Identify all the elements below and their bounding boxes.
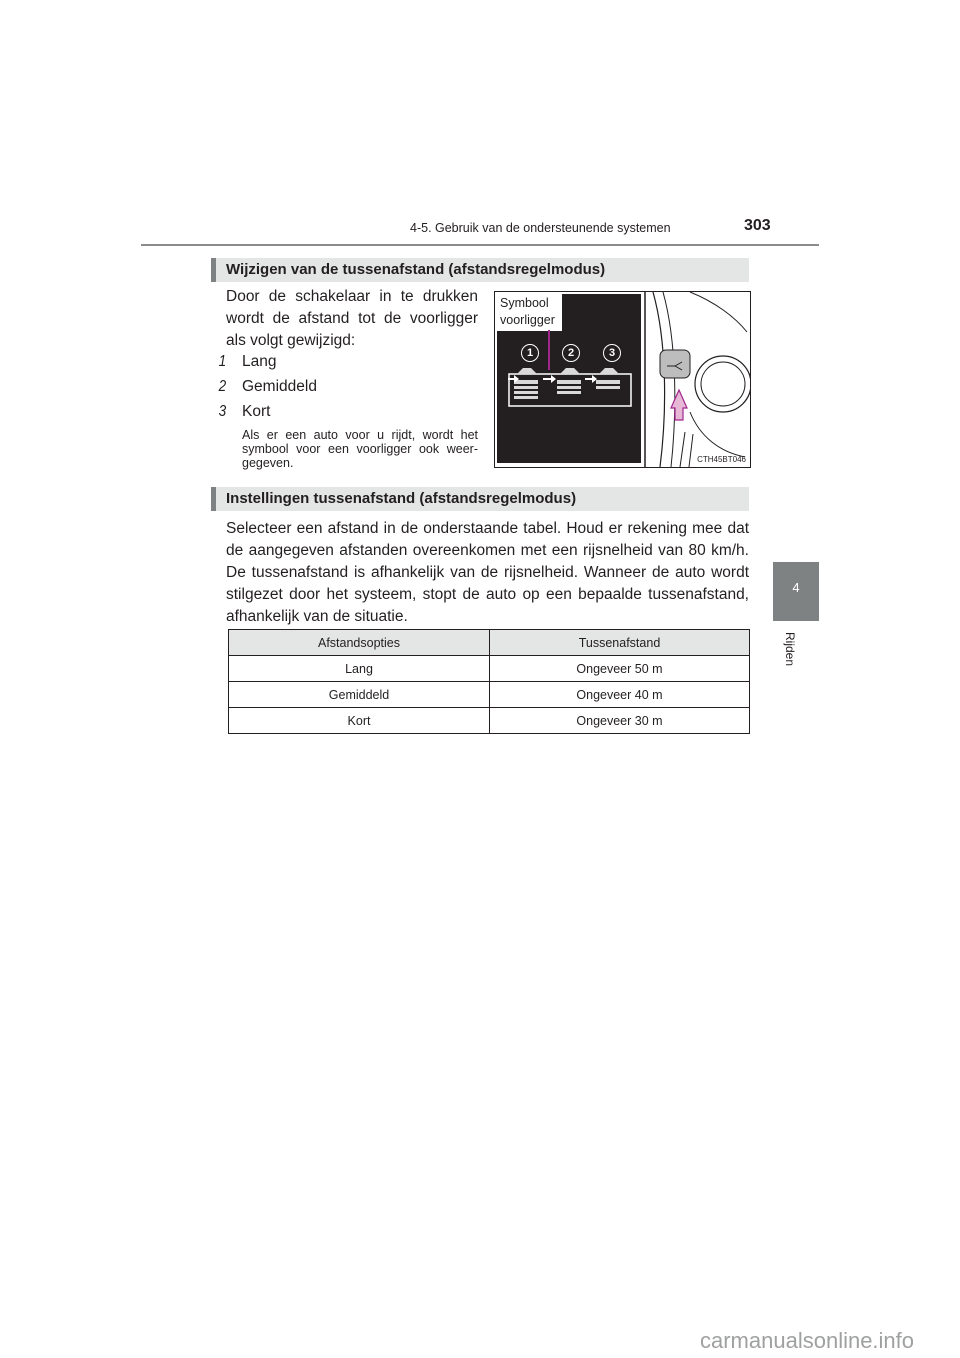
figure-number-1: 1	[521, 344, 539, 362]
figure-code: CTH45BT046	[697, 455, 746, 464]
chapter-number: 4	[792, 580, 800, 595]
table-cell: Ongeveer 30 m	[490, 708, 750, 734]
list-item-label: Lang	[242, 353, 277, 370]
distance-table	[228, 629, 750, 734]
section-title-1: Wijzigen van de tussenafstand (afstandsregelmodus)	[226, 261, 606, 278]
chapter-label: Rijden	[783, 632, 797, 667]
steering-wheel-illustration	[495, 292, 750, 467]
watermark: carmanualsonline.info	[700, 1328, 915, 1353]
section-accent	[211, 258, 216, 282]
table-cell: Gemiddeld	[229, 682, 490, 708]
section2-paragraph: Selecteer een afstand in de onderstaande tabel. Houd er rekening mee dat de aangegeven afstanden overeenkomen met een rijsnelheid van 80 km/h. De tussenafstand is afhankelijk van de rijsnelheid. Wanneer de auto wordt stilgezet door het systeem, stopt de auto op een bepaalde tussenafstand, afhankelijk van de situatie.	[226, 520, 749, 625]
figure-number-2: 2	[562, 344, 580, 362]
list-item-number: 3	[218, 403, 227, 420]
list-item-number: 2	[218, 378, 227, 395]
list-item-label: Gemiddeld	[242, 378, 317, 395]
section-heading-1	[211, 258, 749, 282]
table-header-cell: Afstandsopties	[229, 630, 490, 656]
table-header-cell: Tussenafstand	[490, 630, 750, 656]
table-cell: Ongeveer 40 m	[490, 682, 750, 708]
section1-intro: Door de schakelaar in te drukken wordt de afstand tot de voorligger als volgt gewijzigd:	[226, 288, 478, 349]
list-item	[218, 401, 418, 423]
callout-symbol-label: Symbool voorligger	[497, 294, 562, 331]
table-cell: Lang	[229, 656, 490, 682]
table-cell: Kort	[229, 708, 490, 734]
table-row	[229, 656, 750, 682]
header-rule	[141, 244, 819, 246]
figure-distance-switch	[494, 291, 751, 468]
running-head: 4-5. Gebruik van de ondersteunende systemen	[410, 221, 671, 235]
section-heading-2	[211, 487, 749, 511]
section-accent	[211, 487, 216, 511]
section-title-2: Instellingen tussenafstand (afstandsregelmodus)	[226, 490, 577, 507]
table-header-row	[229, 630, 750, 656]
page-number: 303	[744, 217, 771, 234]
figure-number-3: 3	[603, 344, 621, 362]
section1-note: Als er een auto voor u rijdt, wordt het symbool voor een voorligger ook weer-gegeven.	[242, 428, 478, 470]
table-row	[229, 682, 750, 708]
table-row	[229, 708, 750, 734]
table-cell: Ongeveer 50 m	[490, 656, 750, 682]
list-item	[218, 351, 418, 373]
list-item	[218, 376, 418, 398]
list-item-label: Kort	[242, 403, 271, 420]
list-item-number: 1	[218, 353, 227, 370]
